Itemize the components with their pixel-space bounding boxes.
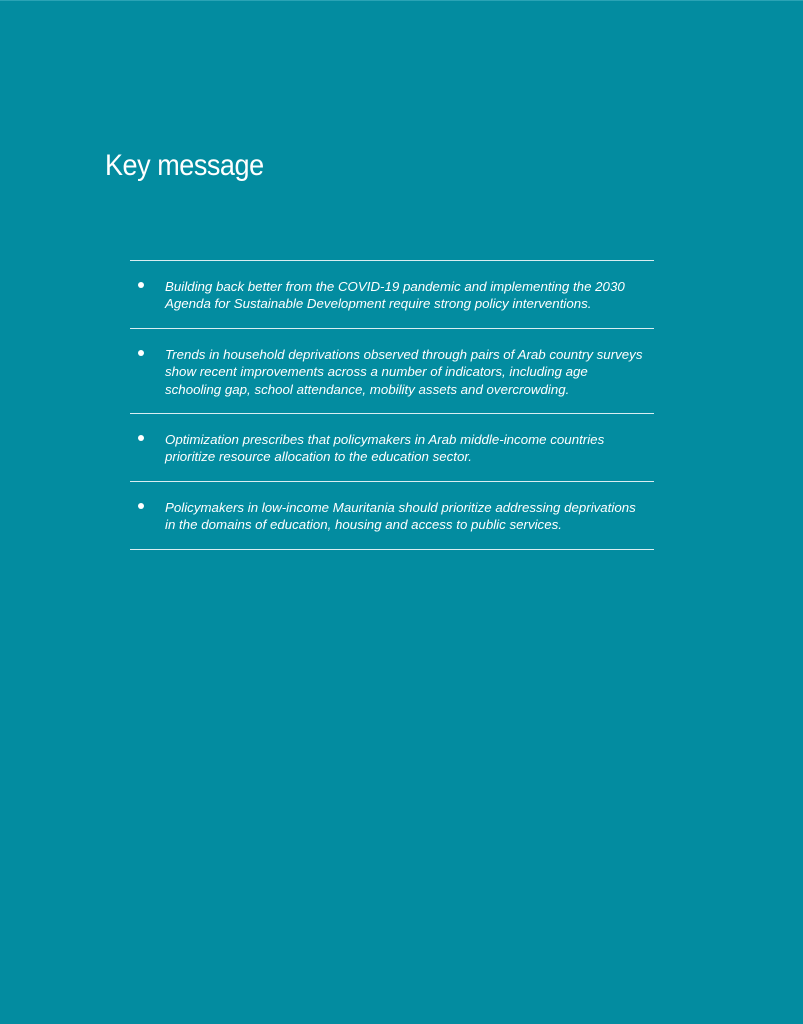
key-message-text: Policymakers in low-income Mauritania should prioritize addressing deprivations in the domains of education, housing and access to public services. [165,499,636,533]
key-message-list [130,260,654,550]
key-message-item [130,261,654,329]
key-message-text: Trends in household deprivations observed through pairs of Arab country surveys show recent improvements across a number of indicators, including age schooling gap, school attendance, mobility assets and overcrowding. [165,346,643,397]
key-message-item [130,414,654,482]
key-message-text: Optimization prescribes that policymakers in Arab middle-income countries prioritize resource allocation to the education sector. [165,432,605,465]
key-message-item [130,482,654,550]
page-title: Key message [105,149,264,182]
bullet-icon [138,350,144,356]
bullet-icon [138,503,144,509]
key-message-text: Building back better from the COVID-19 pandemic and implementing the 2030 Agenda for Sustainable Development require strong policy interventions. [165,279,625,312]
bullet-icon [138,282,144,288]
key-message-item [130,329,654,414]
bullet-icon [138,435,144,441]
